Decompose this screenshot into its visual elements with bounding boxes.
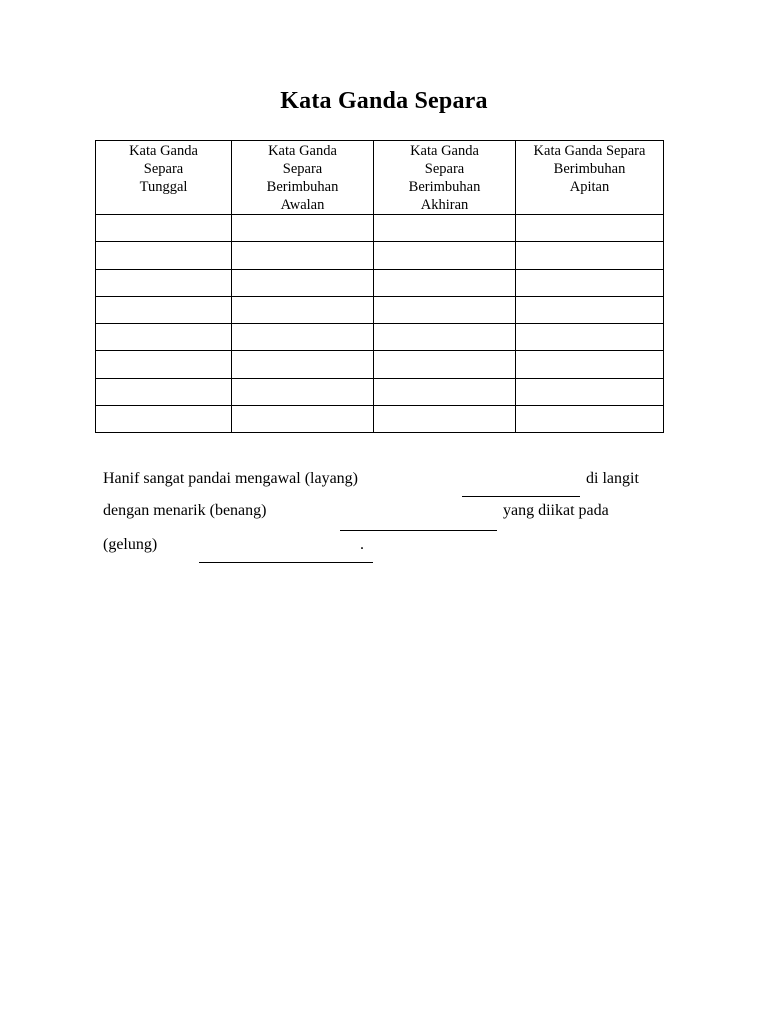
answer-cell[interactable] [232, 378, 374, 405]
blank-benang[interactable] [340, 530, 497, 531]
header-berimbuhan-apitan: Kata Ganda Separa Berimbuhan Apitan [516, 141, 664, 215]
table-row [96, 269, 664, 296]
table-row [96, 215, 664, 242]
table-header-row [96, 141, 664, 215]
header-berimbuhan-awalan: Kata Ganda Separa Berimbuhan Awalan [232, 141, 374, 215]
table-row [96, 296, 664, 323]
answer-cell[interactable] [232, 242, 374, 269]
answer-cell[interactable] [516, 324, 664, 351]
table-row [96, 324, 664, 351]
table-body [96, 215, 664, 433]
answer-cell[interactable] [96, 269, 232, 296]
answer-cell[interactable] [374, 406, 516, 433]
answer-cell[interactable] [232, 269, 374, 296]
answer-cell[interactable] [232, 324, 374, 351]
answer-cell[interactable] [516, 296, 664, 323]
answer-cell[interactable] [374, 351, 516, 378]
answer-cell[interactable] [96, 378, 232, 405]
header-berimbuhan-akhiran: Kata Ganda Separa Berimbuhan Akhiran [374, 141, 516, 215]
answer-cell[interactable] [374, 242, 516, 269]
blank-layang[interactable] [462, 496, 580, 497]
table-row [96, 406, 664, 433]
answer-cell[interactable] [232, 296, 374, 323]
blank-gelung[interactable] [199, 562, 373, 563]
answer-cell[interactable] [374, 269, 516, 296]
sentence-line-2-start: dengan menarik (benang) [103, 502, 267, 519]
table-row [96, 378, 664, 405]
answer-cell[interactable] [96, 406, 232, 433]
answer-cell[interactable] [516, 378, 664, 405]
table-row [96, 351, 664, 378]
answer-cell[interactable] [96, 296, 232, 323]
answer-cell[interactable] [232, 351, 374, 378]
answer-cell[interactable] [516, 351, 664, 378]
page-title: Kata Ganda Separa [280, 88, 488, 114]
answer-cell[interactable] [232, 215, 374, 242]
answer-cell[interactable] [516, 269, 664, 296]
answer-cell[interactable] [374, 296, 516, 323]
answer-cell[interactable] [374, 378, 516, 405]
answer-cell[interactable] [96, 215, 232, 242]
answer-cell[interactable] [96, 242, 232, 269]
answer-cell[interactable] [374, 324, 516, 351]
answer-cell[interactable] [96, 351, 232, 378]
sentence-line-1-start: Hanif sangat pandai mengawal (layang) [103, 470, 359, 487]
sentence-line-1-end: di langit [586, 470, 639, 487]
word-table [95, 140, 664, 433]
sentence-line-3-end: . [360, 536, 364, 553]
answer-cell[interactable] [96, 324, 232, 351]
header-kata-ganda-separa-tunggal: Kata Ganda Separa Tunggal [96, 141, 232, 215]
sentence-line-3-start: (gelung) [103, 536, 158, 553]
answer-cell[interactable] [516, 406, 664, 433]
answer-cell[interactable] [516, 215, 664, 242]
answer-cell[interactable] [374, 215, 516, 242]
table-row [96, 242, 664, 269]
answer-cell[interactable] [232, 406, 374, 433]
sentence-line-2-end: yang diikat pada [503, 502, 609, 519]
answer-cell[interactable] [516, 242, 664, 269]
